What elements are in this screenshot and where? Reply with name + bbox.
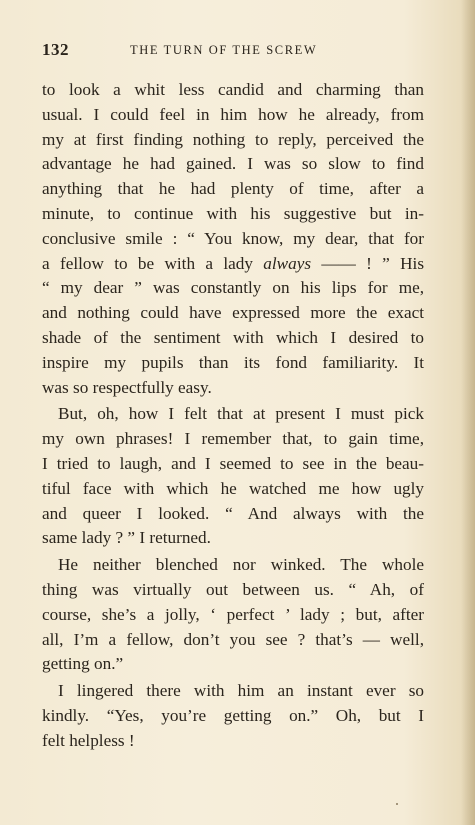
paragraph bbox=[42, 553, 424, 677]
text-line: shade of the sentiment with which I desired to bbox=[42, 327, 424, 347]
text-line: getting on.” bbox=[42, 654, 124, 674]
text-line: felt helpless ! bbox=[42, 730, 135, 750]
body-text bbox=[42, 78, 424, 754]
text-line: same lady ? ” I returned. bbox=[42, 528, 211, 548]
paragraph bbox=[42, 402, 424, 551]
text-line: thing was virtually out between us. “ Ah, of bbox=[42, 579, 424, 599]
page-edge-shadow bbox=[461, 0, 475, 825]
text-line: conclusive smile : “ You know, my dear, that for bbox=[42, 228, 424, 248]
text-line: I lingered there with him an instant ever so bbox=[58, 681, 424, 701]
text-line: and nothing could have expressed more the exact bbox=[42, 303, 424, 323]
text-line: my at first finding nothing to reply, perceived the bbox=[42, 129, 424, 149]
paper-speck bbox=[396, 803, 398, 805]
text-line: “ my dear ” was constantly on his lips for me, bbox=[42, 278, 424, 298]
text-line: kindly. “Yes, you’re getting on.” Oh, but I bbox=[42, 705, 424, 725]
text-line: was so respectfully easy. bbox=[42, 377, 212, 397]
text-line: a fellow to be with a lady always —— ! ” His bbox=[42, 253, 425, 273]
text-line: inspire my pupils than its fond familiarity. It bbox=[42, 352, 424, 372]
text-line: to look a whit less candid and charming than bbox=[42, 80, 424, 99]
text-line: But, oh, how I felt that at present I must pick bbox=[58, 404, 424, 424]
text-line: I tried to laugh, and I seemed to see in the beau- bbox=[42, 453, 424, 473]
text-line: He neither blenched nor winked. The whole bbox=[58, 555, 424, 575]
page-header bbox=[42, 40, 424, 66]
text-line: and queer I looked. “ And always with the bbox=[42, 503, 424, 523]
text-line: tiful face with which he watched me how ugly bbox=[42, 478, 424, 498]
text-line: my own phrases! I remember that, to gain time, bbox=[42, 429, 424, 449]
text-line: anything that he had plenty of time, after a bbox=[42, 179, 424, 199]
text-line: usual. I could feel in him how he already, from bbox=[42, 104, 424, 124]
text-line: advantage he had gained. I was so slow to find bbox=[42, 154, 424, 174]
paragraph bbox=[42, 679, 424, 753]
text-line: all, I’m a fellow, don’t you see ? that’s — well, bbox=[42, 629, 424, 649]
text-line: minute, to continue with his suggestive but in- bbox=[42, 203, 424, 223]
paragraph bbox=[42, 78, 424, 400]
text-line: course, she’s a jolly, ‘ perfect ’ lady ; but, after bbox=[42, 604, 424, 624]
running-head: THE TURN OF THE SCREW bbox=[130, 43, 318, 57]
page-number: 132 bbox=[42, 40, 69, 59]
